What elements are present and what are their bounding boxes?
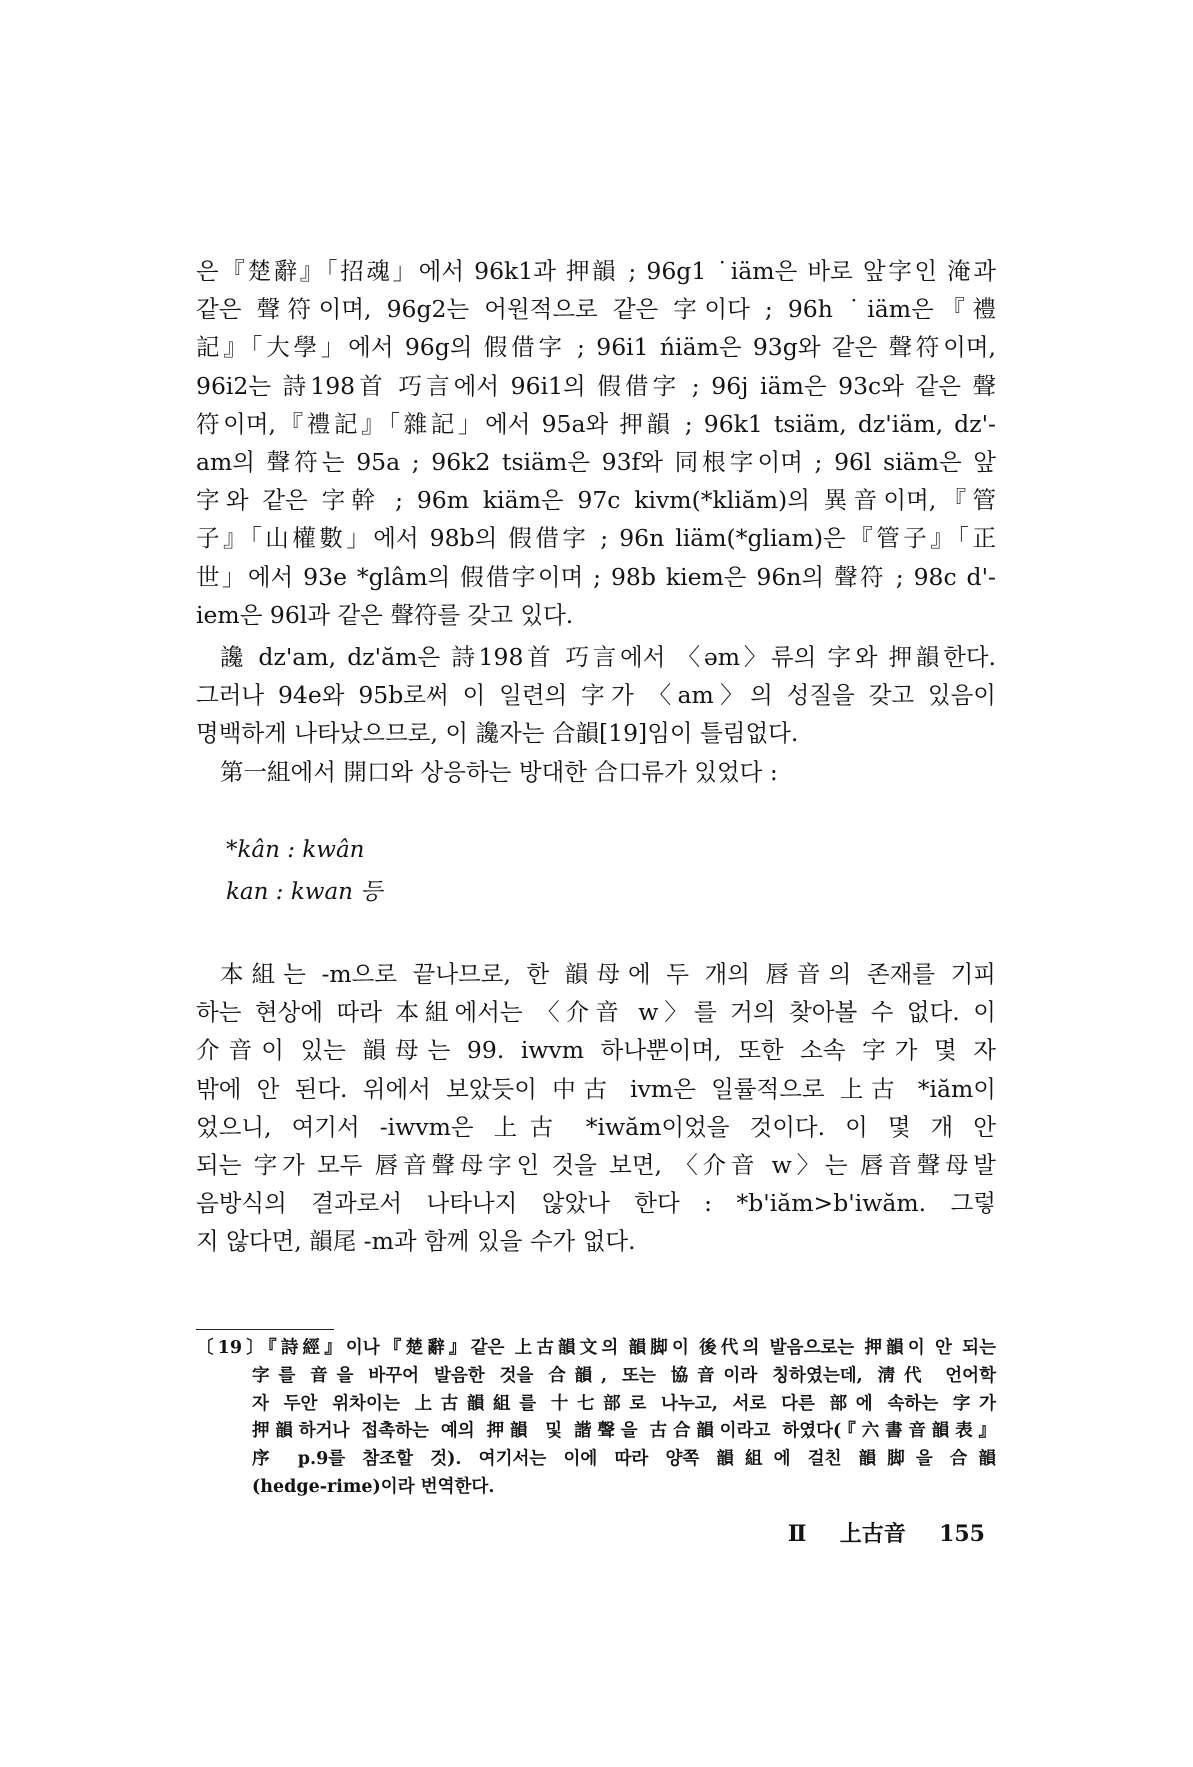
paragraph-4 <box>196 955 996 1261</box>
section-title: 上古音 <box>839 1521 906 1547</box>
text-line: 명백하게 나타났으므로, 이 讒자는 合韻[19]임이 틀림없다. <box>196 719 799 748</box>
footnote-line: 序 p.9를 참조할 것). 여기서는 이에 따라 양쪽 韻組에 걸친 韻脚을 合韻 <box>252 1449 996 1470</box>
page-footer <box>788 1517 985 1548</box>
text-line: 符이며,『禮記』「雜記」에서 95a와 押韻 ; 96k1 tsiäm, dz'iäm, dz'- <box>196 409 996 438</box>
text-line: 었으니, 여기서 -iwvm은 上古 *iwăm이었을 것이다. 이 몇 개 안 <box>196 1112 996 1141</box>
footnote-line: 押韻하거나 접촉하는 예의 押韻 및 諧聲을 古合韻이라고 하였다(『六書音韻表』 <box>252 1421 996 1442</box>
text-line: iem은 96l과 같은 聲符를 갖고 있다. <box>196 600 574 629</box>
example-line-1: *kân : kwân <box>226 837 365 863</box>
text-line: 하는 현상에 따라 本組에서는 〈介音 w〉를 거의 찾아볼 수 없다. 이 <box>196 998 996 1027</box>
paragraph-3 <box>196 753 996 791</box>
text-line: 되는 字가 모두 唇音聲母字인 것을 보면, 〈介音 w〉는 唇音聲母발 <box>196 1151 996 1180</box>
text-line: 지 않다면, 韻尾 -m과 함께 있을 수가 없다. <box>196 1227 636 1256</box>
chapter-numeral: Ⅱ <box>787 1521 807 1547</box>
example-line-2: kan : kwan 등 <box>226 879 383 905</box>
footnote-line: 자 두안 위차이는 上古韻組를 十七部로 나누고, 서로 다른 部에 속하는 字가 <box>252 1393 996 1414</box>
text-line: 음방식의 결과로서 나타나지 않았나 한다 : *b'iăm>b'iwăm. 그렇 <box>196 1189 996 1218</box>
footnote-line: 〔19〕『詩經』이나『楚辭』같은 上古韻文의 韻脚이 後代의 발음으로는 押韻이 안 되는 <box>196 1338 996 1358</box>
text-line: 은『楚辭』「招魂」에서 96k1과 押韻 ; 96g1 ˙iäm은 바로 앞字인 淹과 <box>196 257 996 285</box>
text-line: 밖에 안 된다. 위에서 보았듯이 中古 ivm은 일률적으로 上古 *iăm이 <box>196 1074 996 1103</box>
text-line: 그러나 94e와 95b로써 이 일련의 字가 〈am〉의 성질을 갖고 있음이 <box>196 681 996 710</box>
text-line: 世」에서 93e *glâm의 假借字이며 ; 98b kiem은 96n의 聲符 ; 98c d'- <box>196 562 996 591</box>
paragraph-1 <box>196 252 996 634</box>
text-line: 介音이 있는 韻母는 99. iwvm 하나뿐이며, 또한 소속 字가 몇 자 <box>196 1036 996 1065</box>
paragraph-2 <box>196 638 996 753</box>
text-line: 第一組에서 開口와 상응하는 방대한 合口류가 있었다 : <box>220 758 778 786</box>
text-line: 記』「大學」에서 96g의 假借字 ; 96i1 ńiäm은 93g와 같은 聲符이며, <box>196 333 996 362</box>
text-line: 本組는 -m으로 끝나므로, 한 韻母에 두 개의 唇音의 존재를 기피 <box>220 960 996 988</box>
page-number: 155 <box>939 1521 985 1547</box>
text-line: 96i2는 詩198首 巧言에서 96i1의 假借字 ; 96j iäm은 93c와 같은 聲 <box>196 371 996 400</box>
text-line: 讒 dz'am, dz'ăm은 詩198首 巧言에서 〈əm〉류의 字와 押韻한다. <box>220 643 996 671</box>
footnote-line: 字를 音을 바꾸어 발음한 것을 合韻, 또는 協音이라 칭하였는데, 淸代 언어학 <box>252 1365 996 1386</box>
text-line: 字와 같은 字幹 ; 96m kiäm은 97c kivm(*kliăm)의 異音이며,『管 <box>196 486 996 515</box>
text-line: am의 聲符는 95a ; 96k2 tsiäm은 93f와 同根字이며 ; 96l siäm은 앞 <box>196 448 996 477</box>
footnote-divider <box>196 1329 334 1330</box>
text-line: 같은 聲符이며, 96g2는 어원적으로 같은 字이다 ; 96h ˙iäm은『禮 <box>196 295 996 324</box>
text-line: 子』「山權數」에서 98b의 假借字 ; 96n liäm(*gliam)은『管子』「正 <box>196 524 996 553</box>
footnote-line: (hedge-rime)이라 번역한다. <box>252 1476 495 1497</box>
footnote-19 <box>196 1335 996 1502</box>
